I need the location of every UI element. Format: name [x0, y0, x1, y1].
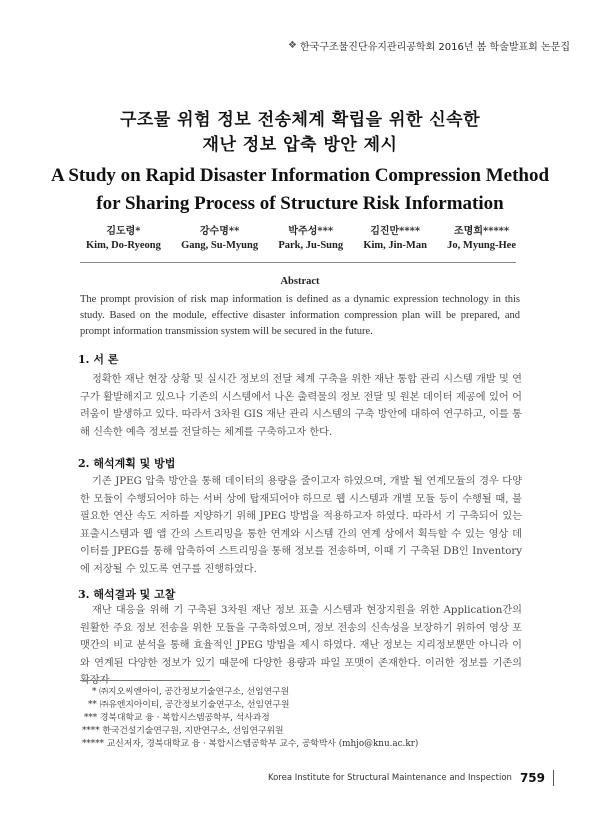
title-korean-line-1: 구조물 위험 정보 전송체계 확립을 위한 신속한 — [119, 110, 481, 130]
page-number: 759 — [519, 771, 545, 785]
journal-name: 한국구조물진단유지관리공학회 2016년 봄 학술발표회 논문집 — [299, 42, 570, 53]
title-korean — [0, 108, 600, 158]
author-name-korean: 박주성*** — [288, 226, 334, 237]
title-english — [0, 162, 600, 218]
footnote: *** 경북대학교 융 · 복합시스템공학부, 석사과정 — [84, 713, 270, 723]
footnotes — [82, 686, 418, 751]
diamond-icon: ❖ — [288, 40, 297, 51]
page-footer — [268, 770, 554, 786]
footer-bar — [553, 770, 554, 786]
journal-header — [288, 38, 570, 53]
author-name-english: Gang, Su-Myung — [181, 240, 259, 251]
author-name-korean: 김진만**** — [370, 226, 421, 237]
section-heading-method: 2. 해석계획 및 방법 — [78, 457, 176, 470]
title-korean-line-2: 재난 정보 압축 방안 제시 — [202, 135, 398, 155]
title-english-line-2: for Sharing Process of Structure Risk Information — [96, 193, 504, 214]
author — [278, 222, 343, 251]
footnote: ***** 교신저자, 경북대학교 융 · 복합시스템공학부 교수, 공학박사 (mhjo@knu.ac.kr) — [82, 739, 419, 749]
author — [447, 222, 516, 251]
author-name-english: Kim, Jin-Man — [363, 240, 427, 251]
author — [181, 222, 258, 251]
abstract-body: The prompt provision of risk map information is defined as a dynamic expression technology in this study. Based on the module, effective disaster information compression plan will be prepared, and prompt information transmission system will be secured in the future. — [80, 294, 520, 337]
author-name-english: Park, Ju-Sung — [278, 240, 344, 251]
author-name-korean: 조명희***** — [454, 226, 510, 237]
footnote: **** 한국건설기술연구원, 지반연구소, 선임연구위원 — [82, 726, 284, 736]
institute-name: Korea Institute for Structural Maintenance and Inspection — [267, 773, 512, 783]
author-name-korean: 김도령* — [106, 226, 141, 237]
author — [86, 222, 161, 251]
author-list — [86, 222, 516, 251]
author — [363, 222, 427, 251]
section-body-results: 재난 대응을 위해 기 구축된 3차원 재난 정보 표출 시스템과 현장지원을 위한 Application간의 원활한 주요 정보 전송을 위한 모듈을 구축하였으며, 정보 전송의 신속성을 보장하기 위하여 영상 포맷간의 비교 분석을 통해 효율적인 JPEG 방법을 제시 하였다. 재난 정보는 지리정보뿐만 아니라 이와 연계된 다양한 정보가 있기 때문에 다양한 용량과 파일 포맷이 존재한다. 이러한 정보를 기존의 확장자 — [80, 605, 522, 687]
footnote: ** ㈜유엔지아이티, 공간정보기술연구소, 선임연구원 — [88, 700, 290, 710]
footnote-divider — [80, 680, 210, 681]
author-divider — [80, 262, 516, 263]
section-body-method: 기존 JPEG 압축 방안을 통해 데이터의 용량을 줄이고자 하였으며, 개발 될 연계모듈의 경우 다양한 모듈이 수행되어야 하는 서버 상에 탑재되어야 하므로 웹 시스템과 개별 모듈 등이 수행될 때, 불필요한 연산 속도 저하를 지양하기 위해 JPEG 방법을 적용하고자 하였다. 따라서 기 구축되어 있는 표출시스템과 웹 앱 간의 스트리밍을 통한 연계와 시스템 간의 연계 상에서 획득할 수 있는 영상 데이터를 JPEG를 통해 압축하여 스트리밍을 통해 정보를 전송하며, 이때 기 구축된 DB인 Inventory에 저장될 수 있도록 연구를 진행하였다. — [80, 476, 522, 575]
section-heading-results: 3. 해석결과 및 고찰 — [78, 588, 176, 601]
section-heading-introduction: 1. 서 론 — [78, 353, 119, 366]
abstract-heading: Abstract — [280, 276, 320, 287]
author-name-english: Jo, Myung-Hee — [447, 240, 516, 251]
author-name-korean: 강수명** — [199, 226, 240, 237]
section-body-introduction: 정확한 재난 현장 상황 및 실시간 정보의 전달 체계 구축을 위한 재난 통합 관리 시스템 개발 및 연구가 활발해지고 있으나 기존의 시스템에서 나온 출력물의 정보 전달 및 원본 데이터 제공에 있어 어려움이 발생하고 있다. 따라서 3차원 GIS 재난 관리 시스템의 구축 방안에 대하여 연구하고, 이를 통해 신속한 예측 정보를 전달하는 체계를 구축하고자 한다. — [80, 374, 522, 438]
author-name-english: Kim, Do-Ryeong — [86, 240, 161, 251]
footnote: * ㈜지오씨엔아이, 공간정보기술연구소, 선임연구원 — [92, 687, 290, 697]
title-english-line-1: A Study on Rapid Disaster Information Compression Method — [50, 165, 550, 186]
